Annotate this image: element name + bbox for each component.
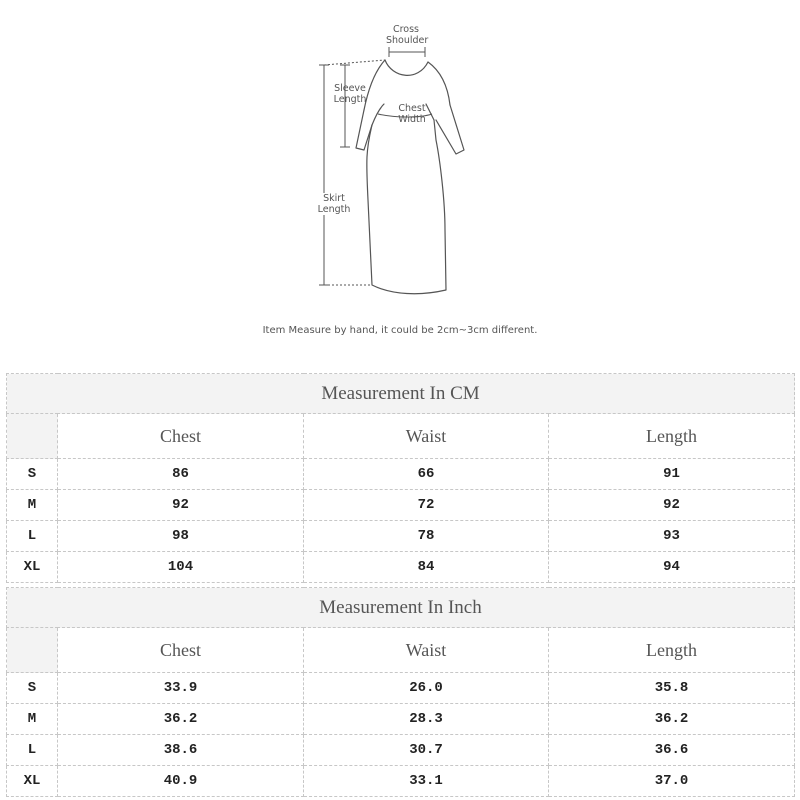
column-header-waist: Waist [304,414,549,459]
table-row [7,521,795,552]
cell-waist: 33.1 [304,766,549,797]
cell-length: 35.8 [549,673,795,704]
column-header-chest: Chest [58,414,304,459]
size-table-inch [6,587,795,797]
cell-chest: 36.2 [58,704,304,735]
column-header-chest: Chest [58,628,304,673]
cell-length: 37.0 [549,766,795,797]
table-row [7,552,795,583]
dress-outline-illustration [0,0,800,320]
table-row [7,766,795,797]
cell-waist: 28.3 [304,704,549,735]
sleeve-length-label: Sleeve Length [333,83,367,105]
size-table-cm [6,373,795,583]
header-corner [7,628,58,673]
cell-chest: 38.6 [58,735,304,766]
size-label: L [7,735,58,766]
column-header-length: Length [549,414,795,459]
size-label: XL [7,766,58,797]
cell-waist: 84 [304,552,549,583]
table-row [7,673,795,704]
cell-waist: 30.7 [304,735,549,766]
cell-waist: 72 [304,490,549,521]
cell-chest: 40.9 [58,766,304,797]
cell-chest: 86 [58,459,304,490]
size-label: XL [7,552,58,583]
cell-length: 94 [549,552,795,583]
table-title: Measurement In CM [7,374,795,414]
cell-length: 93 [549,521,795,552]
cell-length: 36.6 [549,735,795,766]
size-label: L [7,521,58,552]
measure-note: Item Measure by hand, it could be 2cm~3cm different. [262,325,538,336]
table-row [7,704,795,735]
table-title: Measurement In Inch [7,588,795,628]
cell-length: 91 [549,459,795,490]
cell-chest: 98 [58,521,304,552]
dress-measurement-diagram [0,0,800,350]
skirt-length-label: Skirt Length [317,193,351,215]
cell-waist: 26.0 [304,673,549,704]
cell-chest: 33.9 [58,673,304,704]
table-row [7,459,795,490]
table-row [7,490,795,521]
cell-chest: 104 [58,552,304,583]
column-header-waist: Waist [304,628,549,673]
cell-chest: 92 [58,490,304,521]
cell-length: 92 [549,490,795,521]
table-row [7,735,795,766]
cell-waist: 78 [304,521,549,552]
size-label: M [7,704,58,735]
cross-shoulder-label: Cross Shoulder [386,24,429,46]
cell-waist: 66 [304,459,549,490]
size-label: M [7,490,58,521]
cell-length: 36.2 [549,704,795,735]
chest-width-label: Chest Width [398,103,426,125]
column-header-length: Length [549,628,795,673]
size-label: S [7,673,58,704]
header-corner [7,414,58,459]
size-label: S [7,459,58,490]
